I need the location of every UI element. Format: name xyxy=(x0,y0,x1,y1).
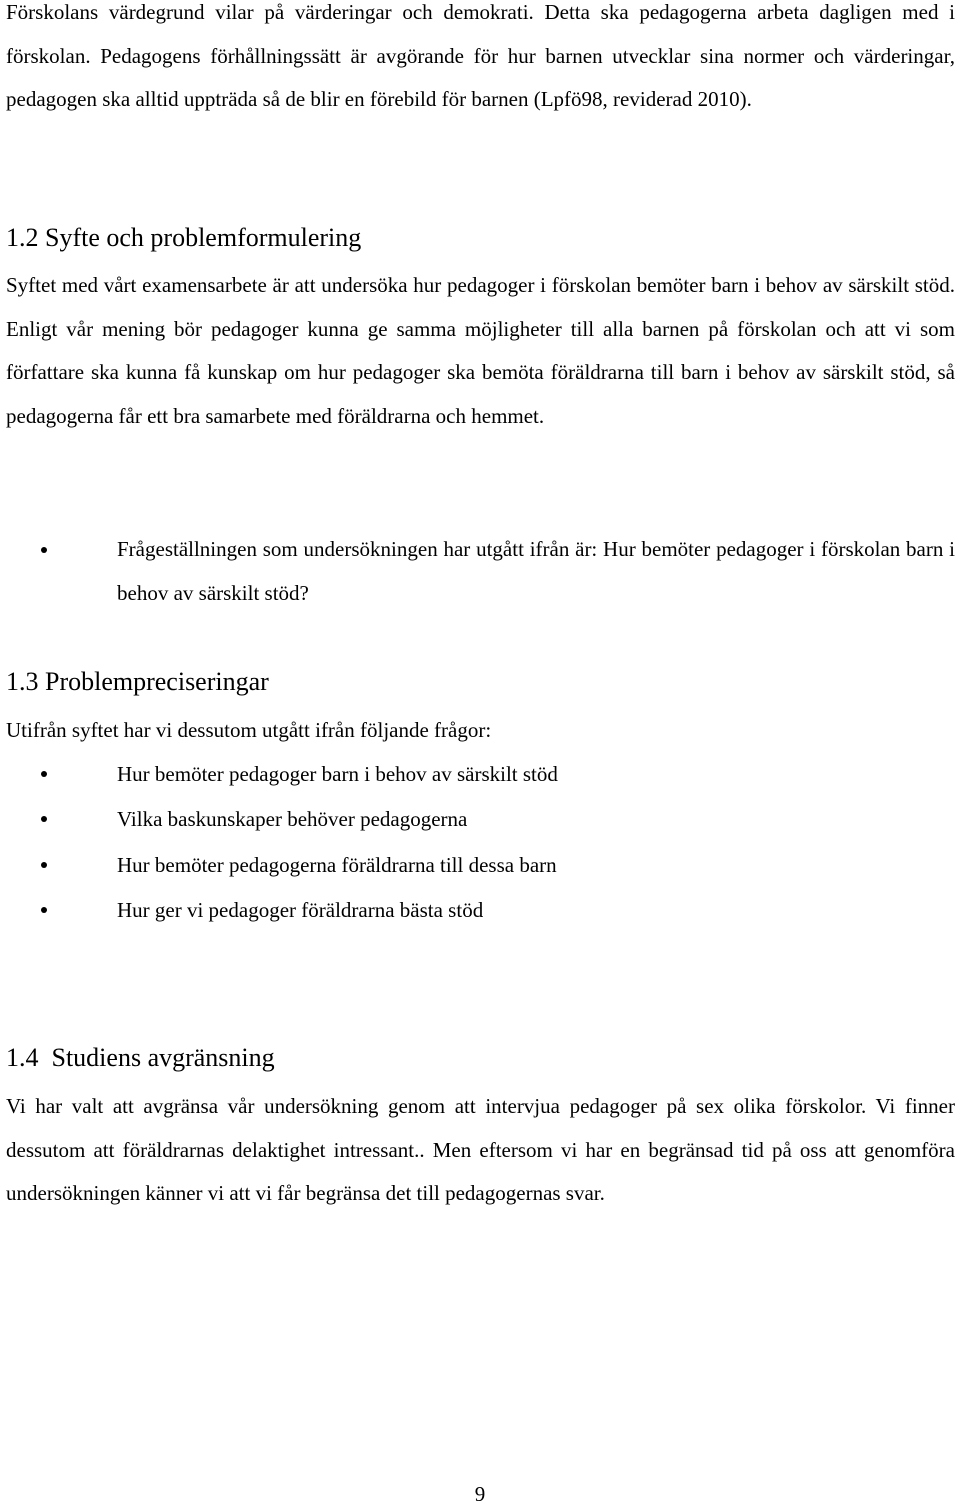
list-item-text: Hur bemöter pedagoger barn i behov av särskilt stöd xyxy=(117,762,558,786)
list-item-text: Vilka baskunskaper behöver pedagogerna xyxy=(117,807,468,831)
list-item-text: Hur bemöter pedagogerna föräldrarna till dessa barn xyxy=(117,853,557,877)
bullet-icon xyxy=(41,907,47,913)
list-item xyxy=(0,752,960,797)
bullet-icon xyxy=(41,547,47,553)
research-question-text: Frågeställningen som undersökningen har utgått ifrån är: Hur bemöter pedagoger i förskolan barn i behov av särskilt stöd? xyxy=(117,537,955,605)
list-item xyxy=(0,888,960,933)
section-1-2-paragraph: Syftet med vårt examensarbete är att undersöka hur pedagoger i förskolan bemöter barn i behov av särskilt stöd. Enligt vår mening bör pedagoger kunna ge samma möjligheter till alla barnen på förskolan och att vi som författare ska kunna få kunskap om hur pedagoger ska bemöta föräldrarna till barn i behov av särskilt stöd, så pedagogerna får ett bra samarbete med föräldrarna och hemmet. xyxy=(6,273,955,428)
section-1-4-paragraph: Vi har valt att avgränsa vår undersökning genom att intervjua pedagoger på sex olika förskolor. Vi finner dessutom att föräldrarnas delaktighet intressant.. Men eftersom vi har en begränsad tid på oss att genomföra undersökningen känner vi att vi får begränsa det till pedagogernas svar. xyxy=(6,1094,955,1205)
page-number: 9 xyxy=(474,1482,486,1506)
list-item xyxy=(0,843,960,888)
list-item xyxy=(0,797,960,842)
section-1-2-heading: 1.2 Syfte och problemformulering xyxy=(6,223,362,252)
section-1-4-heading: 1.4 Studiens avgränsning xyxy=(6,1043,275,1072)
bullet-icon xyxy=(41,816,47,822)
bullet-icon xyxy=(41,862,47,868)
bullet-icon xyxy=(41,771,47,777)
intro-paragraph: Förskolans värdegrund vilar på värderingar och demokrati. Detta ska pedagogerna arbeta dagligen med i förskolan. Pedagogens förhållningssätt är avgörande för hur barnen utvecklar sina normer och värderingar, pedagogen ska alltid uppträda så de blir en förebild för barnen (Lpfö98, reviderad 2010). xyxy=(6,0,955,111)
section-1-3-heading: 1.3 Problempreciseringar xyxy=(6,667,269,696)
research-question-item xyxy=(0,528,960,618)
section-1-3-intro: Utifrån syftet har vi dessutom utgått ifrån följande frågor: xyxy=(6,718,492,742)
list-item-text: Hur ger vi pedagoger föräldrarna bästa stöd xyxy=(117,898,484,922)
